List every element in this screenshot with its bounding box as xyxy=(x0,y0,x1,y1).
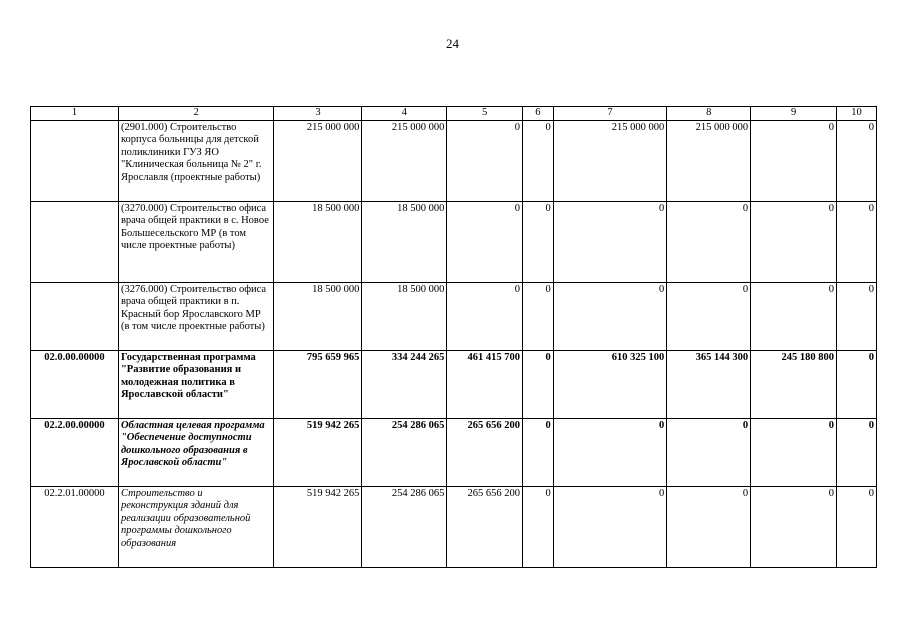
value-cell: 0 xyxy=(553,282,667,350)
header-row xyxy=(31,107,877,121)
value-cell: 215 000 000 xyxy=(667,120,751,201)
value-cell: 215 000 000 xyxy=(274,120,362,201)
value-cell: 18 500 000 xyxy=(274,282,362,350)
table-row xyxy=(31,486,877,567)
code-cell xyxy=(31,120,119,201)
column-header: 9 xyxy=(751,107,837,121)
value-cell: 0 xyxy=(667,282,751,350)
value-cell: 18 500 000 xyxy=(274,201,362,282)
value-cell: 0 xyxy=(751,486,837,567)
value-cell: 0 xyxy=(523,120,554,201)
table-row xyxy=(31,282,877,350)
value-cell: 265 656 200 xyxy=(447,418,523,486)
column-header: 7 xyxy=(553,107,667,121)
value-cell: 0 xyxy=(837,282,877,350)
value-cell: 0 xyxy=(667,486,751,567)
value-cell: 0 xyxy=(553,418,667,486)
value-cell: 215 000 000 xyxy=(362,120,447,201)
column-header: 8 xyxy=(667,107,751,121)
code-cell xyxy=(31,201,119,282)
value-cell: 0 xyxy=(751,201,837,282)
name-cell: Областная целевая программа "Обеспечение доступности дошкольного образования в Ярославской области" xyxy=(118,418,273,486)
value-cell: 0 xyxy=(837,350,877,418)
name-cell: (3276.000) Строительство офиса врача общей практики в п. Красный бор Ярославского МР (в том числе проектные работы) xyxy=(118,282,273,350)
column-header: 1 xyxy=(31,107,119,121)
name-cell: Государственная программа "Развитие образования и молодежная политика в Ярославской области" xyxy=(118,350,273,418)
value-cell: 795 659 965 xyxy=(274,350,362,418)
value-cell: 0 xyxy=(751,282,837,350)
value-cell: 610 325 100 xyxy=(553,350,667,418)
value-cell: 18 500 000 xyxy=(362,201,447,282)
table-row xyxy=(31,350,877,418)
code-cell xyxy=(31,282,119,350)
value-cell: 0 xyxy=(447,120,523,201)
value-cell: 0 xyxy=(523,282,554,350)
value-cell: 254 286 065 xyxy=(362,418,447,486)
value-cell: 0 xyxy=(837,486,877,567)
value-cell: 0 xyxy=(447,201,523,282)
value-cell: 0 xyxy=(837,120,877,201)
value-cell: 0 xyxy=(553,201,667,282)
value-cell: 519 942 265 xyxy=(274,486,362,567)
column-header: 6 xyxy=(523,107,554,121)
value-cell: 334 244 265 xyxy=(362,350,447,418)
value-cell: 0 xyxy=(553,486,667,567)
table-row xyxy=(31,201,877,282)
value-cell: 461 415 700 xyxy=(447,350,523,418)
name-cell: Строительство и реконструкция зданий для реализации образовательной программы дошкольного образования xyxy=(118,486,273,567)
name-cell: (2901.000) Строительство корпуса больницы для детской поликлиники ГУЗ ЯО "Клиническая больница № 2" г. Ярославля (проектные работы) xyxy=(118,120,273,201)
code-cell: 02.0.00.00000 xyxy=(31,350,119,418)
value-cell: 245 180 800 xyxy=(751,350,837,418)
column-header: 4 xyxy=(362,107,447,121)
value-cell: 0 xyxy=(447,282,523,350)
table-row xyxy=(31,418,877,486)
value-cell: 265 656 200 xyxy=(447,486,523,567)
value-cell: 0 xyxy=(523,350,554,418)
value-cell: 0 xyxy=(837,418,877,486)
value-cell: 254 286 065 xyxy=(362,486,447,567)
value-cell: 519 942 265 xyxy=(274,418,362,486)
code-cell: 02.2.01.00000 xyxy=(31,486,119,567)
column-header: 2 xyxy=(118,107,273,121)
value-cell: 0 xyxy=(667,201,751,282)
value-cell: 0 xyxy=(751,418,837,486)
value-cell: 215 000 000 xyxy=(553,120,667,201)
value-cell: 0 xyxy=(751,120,837,201)
name-cell: (3270.000) Строительство офиса врача общей практики в с. Новое Большесельского МР (в том числе проектные работы) xyxy=(118,201,273,282)
column-header: 10 xyxy=(837,107,877,121)
value-cell: 0 xyxy=(667,418,751,486)
budget-table xyxy=(30,106,877,568)
page-number: 24 xyxy=(446,36,459,51)
value-cell: 0 xyxy=(523,201,554,282)
value-cell: 0 xyxy=(523,418,554,486)
column-header: 5 xyxy=(447,107,523,121)
value-cell: 365 144 300 xyxy=(667,350,751,418)
value-cell: 0 xyxy=(837,201,877,282)
value-cell: 0 xyxy=(523,486,554,567)
table-row xyxy=(31,120,877,201)
code-cell: 02.2.00.00000 xyxy=(31,418,119,486)
column-header: 3 xyxy=(274,107,362,121)
value-cell: 18 500 000 xyxy=(362,282,447,350)
